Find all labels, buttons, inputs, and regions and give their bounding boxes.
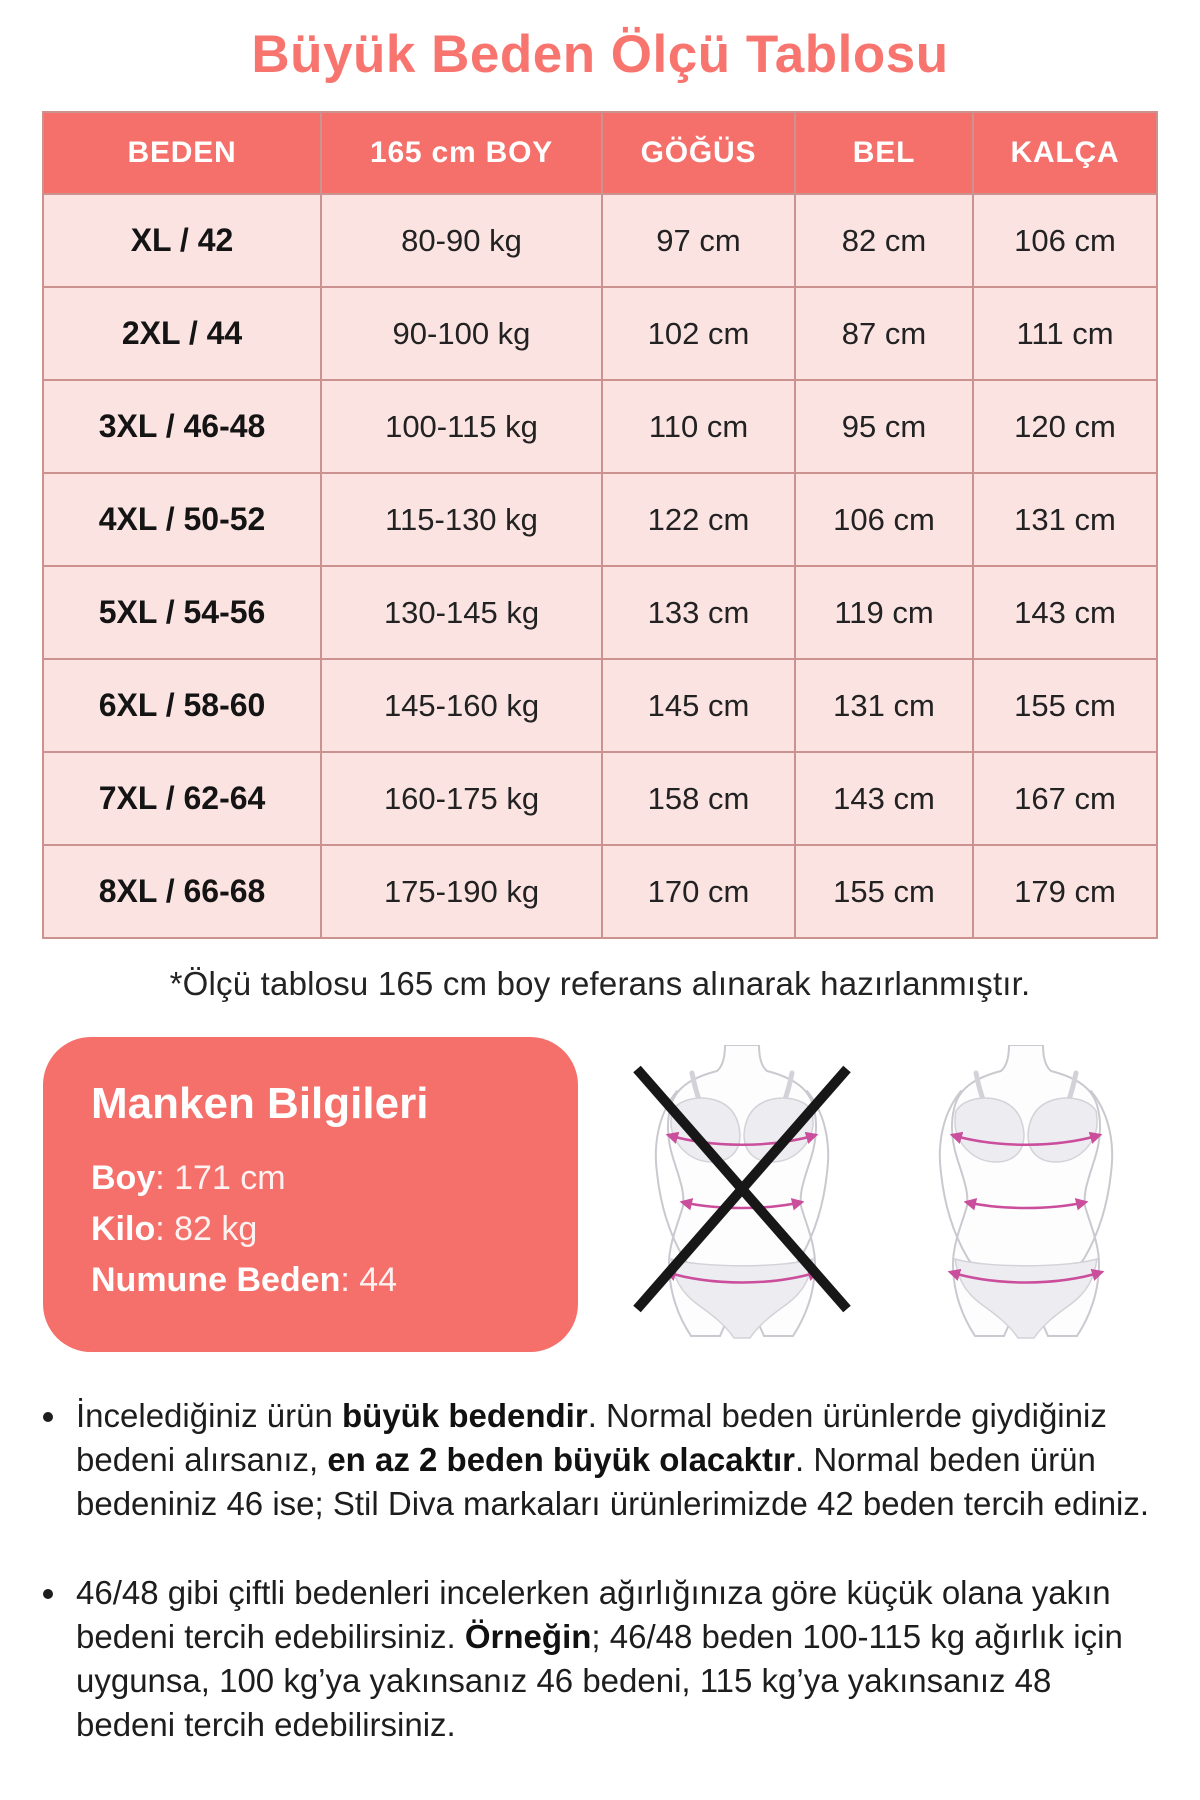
size-table-body: [43, 194, 1157, 938]
measure-cell: 106 cm: [795, 473, 973, 566]
table-row: [43, 566, 1157, 659]
sizing-note: • İncelediğiniz ürün büyük bedendir. Normal beden ürünlerde giydiğiniz bedeni alırsanız, en az 2 beden büyük olacaktır. Normal beden ürün bedeniniz 46 ise; Stil Diva markaları ürünlerimizde 42 beden tercih ediniz.: [70, 1394, 1155, 1527]
measure-cell: 106 cm: [973, 194, 1157, 287]
header-row: [43, 112, 1157, 194]
measure-cell: 119 cm: [795, 566, 973, 659]
table-row: [43, 287, 1157, 380]
measure-cell: 102 cm: [602, 287, 795, 380]
table-row: [43, 659, 1157, 752]
measure-cell: 145 cm: [602, 659, 795, 752]
table-row: [43, 752, 1157, 845]
measure-cell: 131 cm: [973, 473, 1157, 566]
measure-cell: 90-100 kg: [321, 287, 602, 380]
measure-cell: 155 cm: [795, 845, 973, 938]
size-cell: 7XL / 62-64: [43, 752, 321, 845]
model-info-title: Manken Bilgileri: [91, 1079, 429, 1128]
measure-cell: 143 cm: [973, 566, 1157, 659]
measure-cell: 110 cm: [602, 380, 795, 473]
model-info-field: Boy: 171 cm: [91, 1159, 286, 1197]
size-table: [42, 111, 1158, 939]
measure-cell: 167 cm: [973, 752, 1157, 845]
model-info-field-label: Numune Beden: [91, 1261, 341, 1299]
sizing-notes: [42, 1394, 1160, 1748]
measure-cell: 145-160 kg: [321, 659, 602, 752]
model-info-field: Numune Beden: 44: [91, 1261, 398, 1299]
measure-cell: 131 cm: [795, 659, 973, 752]
measure-cell: 155 cm: [973, 659, 1157, 752]
measure-cell: 170 cm: [602, 845, 795, 938]
size-cell: 8XL / 66-68: [43, 845, 321, 938]
column-header: 165 cm BOY: [321, 112, 602, 194]
body-measurement-icon: [907, 1045, 1145, 1345]
table-row: [43, 194, 1157, 287]
measure-cell: 122 cm: [602, 473, 795, 566]
size-cell: 6XL / 58-60: [43, 659, 321, 752]
size-cell: 5XL / 54-56: [43, 566, 321, 659]
column-header: BEDEN: [43, 112, 321, 194]
table-row: [43, 473, 1157, 566]
measure-cell: 130-145 kg: [321, 566, 602, 659]
model-info-card: [43, 1037, 578, 1352]
measure-cell: 179 cm: [973, 845, 1157, 938]
size-cell: 3XL / 46-48: [43, 380, 321, 473]
table-footnote: *Ölçü tablosu 165 cm boy referans alınarak hazırlanmıştır.: [169, 965, 1031, 1002]
table-row: [43, 845, 1157, 938]
measure-cell: 111 cm: [973, 287, 1157, 380]
measure-cell: 115-130 kg: [321, 473, 602, 566]
measurement-figures: [578, 1045, 1190, 1345]
model-info-field: Kilo: 82 kg: [91, 1210, 258, 1248]
model-info-section: [43, 1037, 1190, 1352]
measure-cell: 82 cm: [795, 194, 973, 287]
size-cell: 2XL / 44: [43, 287, 321, 380]
crossed-body-measurement-icon: [623, 1045, 861, 1345]
measure-cell: 158 cm: [602, 752, 795, 845]
page-title: Büyük Beden Ölçü Tablosu: [251, 25, 949, 84]
measure-cell: 175-190 kg: [321, 845, 602, 938]
measure-cell: 100-115 kg: [321, 380, 602, 473]
size-table-head: [43, 112, 1157, 194]
column-header: BEL: [795, 112, 973, 194]
model-info-field-label: Kilo: [91, 1210, 156, 1248]
measure-cell: 87 cm: [795, 287, 973, 380]
model-info-fields: [91, 1153, 530, 1306]
measure-cell: 80-90 kg: [321, 194, 602, 287]
column-header: GÖĞÜS: [602, 112, 795, 194]
measure-cell: 133 cm: [602, 566, 795, 659]
column-header: KALÇA: [973, 112, 1157, 194]
size-cell: 4XL / 50-52: [43, 473, 321, 566]
measure-cell: 160-175 kg: [321, 752, 602, 845]
sizing-note: • 46/48 gibi çiftli bedenleri incelerken ağırlığınıza göre küçük olana yakın bedeni tercih edebilirsiniz. Örneğin; 46/48 beden 100-115 kg ağırlık için uygunsa, 100 kg’ya yakınsanız 46 bedeni, 115 kg’ya yakınsanız 48 bedeni tercih edebilirsiniz.: [70, 1571, 1155, 1748]
size-cell: XL / 42: [43, 194, 321, 287]
measure-cell: 97 cm: [602, 194, 795, 287]
table-row: [43, 380, 1157, 473]
measure-cell: 95 cm: [795, 380, 973, 473]
measure-cell: 120 cm: [973, 380, 1157, 473]
measure-cell: 143 cm: [795, 752, 973, 845]
model-info-field-label: Boy: [91, 1159, 156, 1197]
